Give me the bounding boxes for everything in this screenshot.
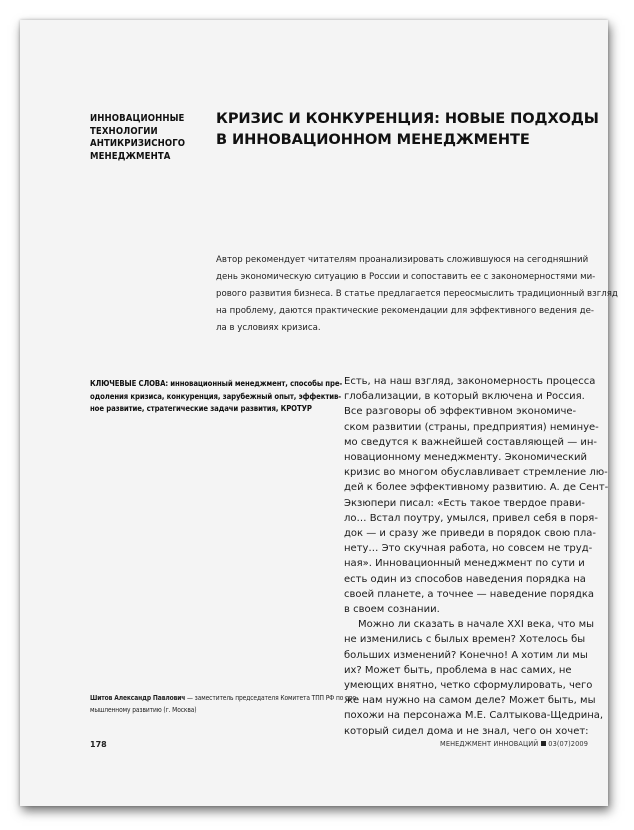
section-label-line: МЕНЕДЖМЕНТА [90, 150, 171, 162]
body-line: Все разговоры об эффективном экономиче- [344, 406, 577, 418]
magazine-page [20, 20, 618, 806]
body-line: док — и сразу же приведи в порядок свою пла- [344, 528, 596, 540]
body-line: глобализации, в который включена и Россия. [344, 391, 585, 403]
body-paragraph [344, 374, 609, 617]
keywords-line: одоления кризиса, конкуренция, зарубежный опыт, эффектив- [90, 391, 342, 401]
body-line: ском развитии (страны, предприятия) неминуе- [344, 421, 599, 433]
section-label-line: ИННОВАЦИОННЫЕ [90, 113, 185, 124]
body-line: Экзюпери писал: «Есть такое твердое прави- [344, 497, 585, 509]
body-line: кризис во многом обуславливает стремление лю- [344, 467, 608, 479]
body-line: который сидел дома и не знал, чего он хочет: [344, 725, 589, 737]
journal-issue: 03(07)2009 [548, 740, 588, 748]
body-line: больших изменений? Конечно! А хотим ли мы [344, 649, 588, 661]
body-line: нету… Это скучная работа, но совсем не труд- [344, 543, 593, 555]
body-line: не изменились с былых времен? Хотелось бы [344, 634, 586, 646]
square-bullet-icon [541, 741, 546, 746]
author-line [90, 692, 359, 704]
journal-footer [440, 740, 588, 748]
body-line: мо сведутся к важнейшей составляющей — ин- [344, 436, 598, 448]
section-label-line: ТЕХНОЛОГИИ [90, 125, 158, 137]
body-line: ло… Встал поутру, умылся, привел себя в поря- [344, 512, 598, 524]
keywords-block [90, 378, 343, 416]
body-line: их? Может быть, проблема в нас самих, не [344, 664, 572, 676]
abstract-line: рового развития бизнеса. В статье предлагается переосмыслить традиционный взгляд [216, 289, 618, 299]
body-line: Есть, на наш взгляд, закономерность процесса [344, 376, 596, 387]
section-label-line: АНТИКРИЗИСНОГО [90, 138, 186, 149]
page-number: 178 [90, 740, 107, 749]
keywords-text: инновационный менеджмент, способы пре- [167, 379, 343, 388]
keywords-line: ное развитие, стратегические задачи развития, КРОТУР [90, 404, 312, 414]
abstract-line: ла в условиях кризиса. [216, 323, 321, 333]
keywords-line [90, 378, 343, 391]
body-line: похожи на персонажа М.Е. Салтыкова-Щедрина, [344, 710, 604, 722]
author-position: — заместитель председателя Комитета ТПП РФ по про- [185, 694, 359, 702]
article-title-line: В ИННОВАЦИОННОМ МЕНЕДЖМЕНТЕ [216, 131, 530, 148]
body-line: новационному менеджменту. Экономический [344, 452, 588, 464]
author-info [90, 692, 359, 716]
journal-name: МЕНЕДЖМЕНТ ИННОВАЦИЙ [440, 740, 539, 748]
keywords-prefix: КЛЮЧЕВЫЕ СЛОВА: [90, 379, 168, 388]
author-line: мышленному развитию (г. Москва) [90, 706, 197, 714]
abstract-line: на проблему, даются практические рекомендации для эффективного ведения де- [216, 306, 594, 316]
body-line: же нам нужно на самом деле? Может быть, мы [344, 695, 596, 707]
body-line: ная». Инновационный менеджмент по сути и [344, 558, 585, 570]
author-name: Шитов Александр Павлович [90, 694, 186, 702]
body-line: в своем сознании. [344, 604, 440, 616]
article-title-line: КРИЗИС И КОНКУРЕНЦИЯ: НОВЫЕ ПОДХОДЫ [216, 110, 599, 127]
body-line: есть один из способов наведения порядка на [344, 573, 586, 585]
article-abstract [216, 252, 618, 337]
body-paragraph [344, 617, 604, 739]
body-line: своей планете, а точнее — наведение порядка [344, 588, 595, 600]
body-line: Можно ли сказать в начале XXI века, что мы [358, 619, 595, 631]
body-line: дей к более эффективному развитию. А. де Сент- [344, 482, 609, 494]
article-body [344, 374, 609, 739]
abstract-line: день экономическую ситуацию в России и сопоставить ее с закономерностями ми- [216, 272, 596, 282]
section-label [90, 113, 200, 163]
abstract-line: Автор рекомендует читателям проанализировать сложившуюся на сегодняшний [216, 255, 589, 265]
article-title [216, 108, 599, 150]
body-line: умеющих внятно, четко сформулировать, чего [344, 680, 593, 692]
